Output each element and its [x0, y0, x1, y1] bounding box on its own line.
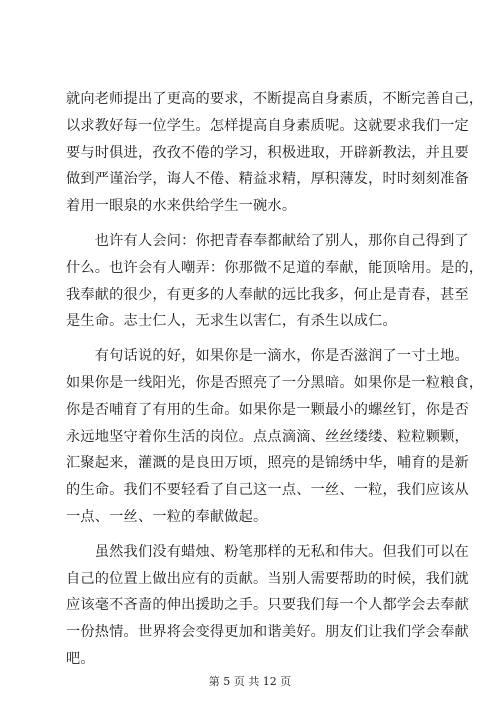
text-line: 汇聚起来，灌溉的是良田万顷，照亮的是锦绣中华，哺育的是新 — [66, 455, 469, 472]
page-number-footer: 第 5 页 共 12 页 — [208, 675, 292, 688]
document-body — [66, 86, 484, 681]
text-line: 也许有人会问：你把青春奉都献给了别人，那你自己得到了 — [66, 232, 469, 249]
text-line: 就向老师提出了更高的要求，不断提高自身素质，不断完善自己， — [66, 91, 484, 107]
text-line: 做到严谨治学，诲人不倦、精益求精，厚积薄发，时时刻刻准备 — [66, 171, 469, 188]
text-line: 的生命。我们不要轻看了自己这一点、一丝、一粒，我们应该从 — [66, 482, 469, 499]
paragraph-3 — [66, 343, 484, 531]
paragraph-1 — [66, 86, 484, 220]
text-line: 什么。也许会有人嘲弄：你那微不足道的奉献，能顶啥用。是的， — [66, 259, 484, 276]
text-line: 如果你是一线阳光，你是否照亮了一分黑暗。如果你是一粒粮食， — [66, 374, 484, 391]
text-line: 自己的位置上做出应有的贡献。当别人需要帮助的时候，我们就 — [66, 570, 469, 587]
text-line: 着用一眼泉的水来供给学生一碗水。 — [66, 198, 297, 215]
text-line: 是生命。志士仁人，无求生以害仁，有杀生以成仁。 — [66, 313, 397, 330]
text-line: 虽然我们没有蜡烛、粉笔那样的无私和伟大。但我们可以在 — [66, 543, 469, 560]
text-line: 你是否哺育了有用的生命。如果你是一颗最小的螺丝钉，你是否 — [66, 401, 469, 418]
paragraph-4 — [66, 539, 469, 673]
paragraph-2 — [66, 228, 484, 335]
text-line: 吧。 — [66, 650, 95, 667]
text-line: 一份热情。世界将会变得更加和谐美好。朋友们让我们学会奉献 — [66, 624, 469, 641]
text-line: 要与时俱进，孜孜不倦的学习，积极进取，开辟新教法，并且要 — [66, 144, 469, 161]
text-line: 永远地坚守着你生活的岗位。点点滴滴、丝丝缕缕、粒粒颗颗， — [66, 428, 469, 445]
text-line: 我奉献的很少，有更多的人奉献的远比我多，何止是青春，甚至 — [66, 286, 469, 303]
text-line: 以求教好每一位学生。怎样提高自身素质呢。这就要求我们一定 — [66, 117, 469, 134]
text-line: 应该毫不吝啬的伸出援助之手。只要我们每一个人都学会去奉献 — [66, 597, 469, 614]
text-line: 有句话说的好，如果你是一滴水，你是否滋润了一寸土地。 — [66, 348, 469, 365]
text-line: 一点、一丝、一粒的奉献做起。 — [66, 508, 268, 525]
